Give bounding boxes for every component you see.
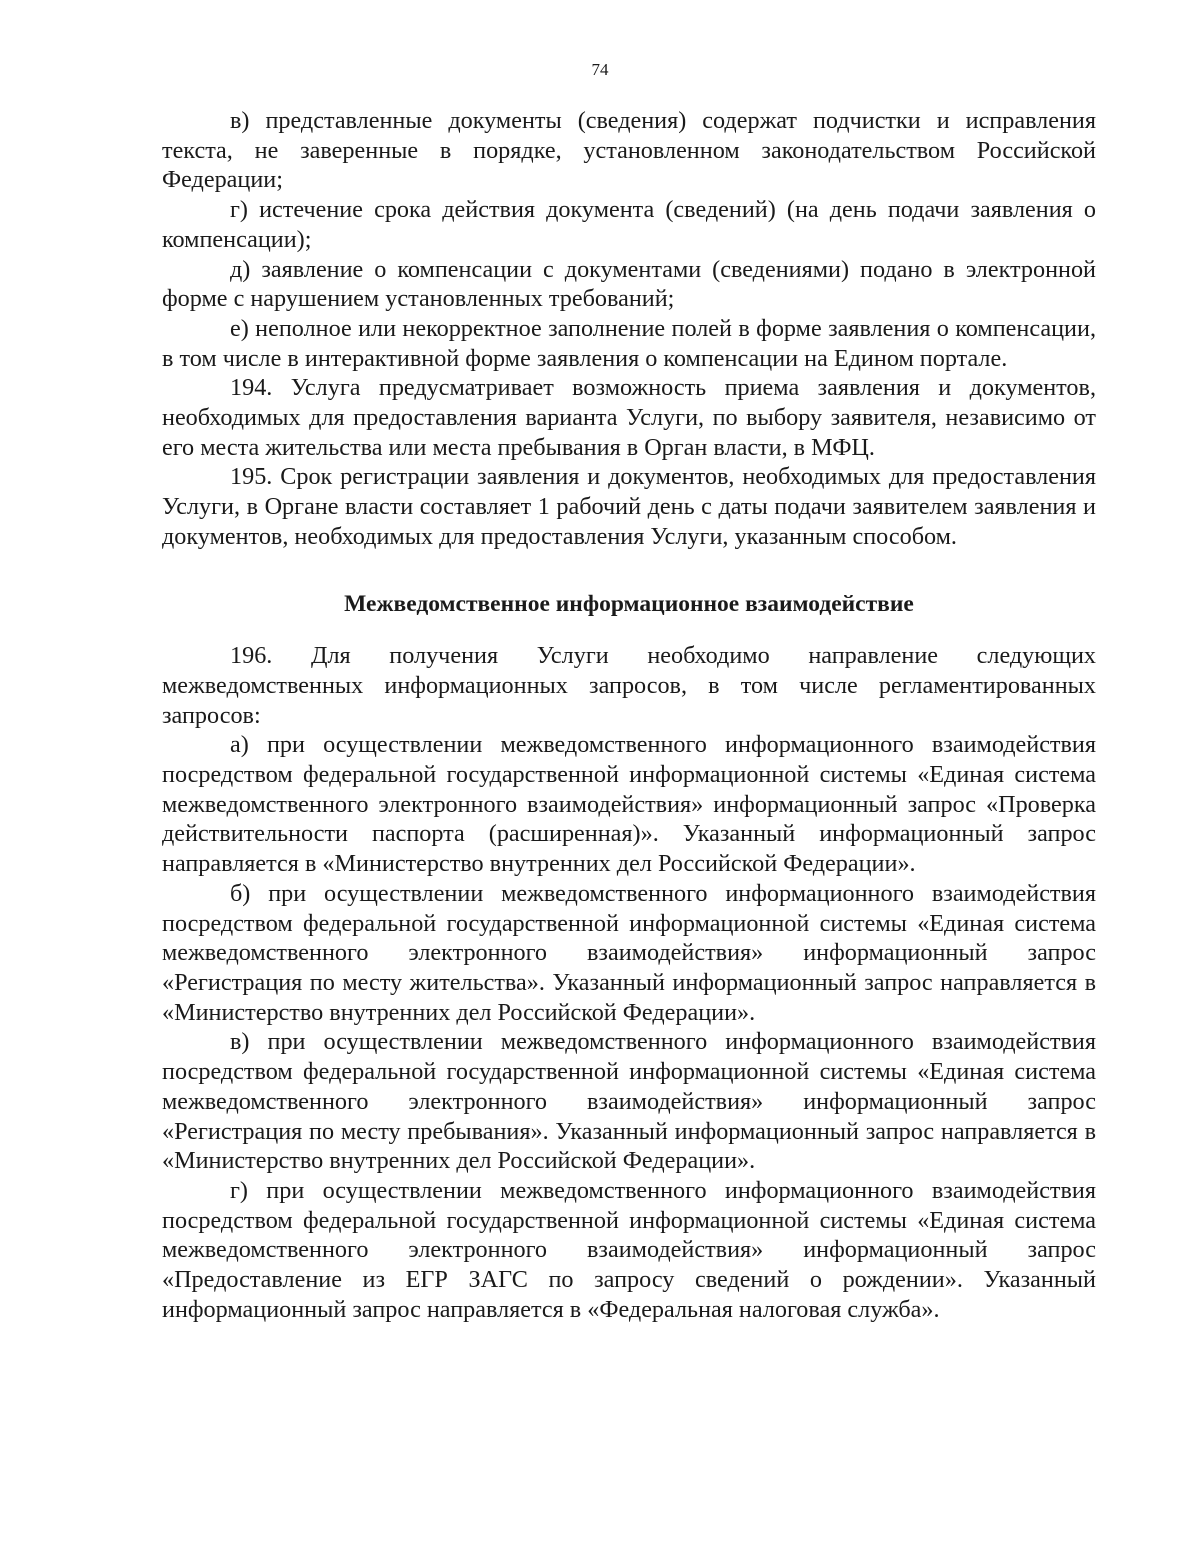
paragraph-item-e: е) неполное или некорректное заполнение полей в форме заявления о компенсации, в том числе в интерактивной форме заявления о компенсации на Едином портале. xyxy=(162,314,1096,372)
paragraph-196-b: б) при осуществлении межведомственного информационного взаимодействия посредством федеральной государственной информационной системы «Единая система межведомственного электронного взаимодействия» информационный запрос «Регистрация по месту жительства». Указанный информационный запрос направляется в «Министерство внутренних дел Российской Федерации». xyxy=(162,879,1096,1026)
paragraph-196-g: г) при осуществлении межведомственного информационного взаимодействия посредством федеральной государственной информационной системы «Единая система межведомственного электронного взаимодействия» информационный запрос «Предоставление из ЕГР ЗАГС по запросу сведений о рождении». Указанный информационный запрос направляется в «Федеральная налоговая служба». xyxy=(162,1176,1096,1323)
paragraph-196: 196. Для получения Услуги необходимо направление следующих межведомственных информационных запросов, в том числе регламентированных запросов: xyxy=(162,642,1096,729)
paragraph-196-v: в) при осуществлении межведомственного информационного взаимодействия посредством федеральной государственной информационной системы «Единая система межведомственного электронного взаимодействия» информационный запрос «Регистрация по месту пребывания». Указанный информационный запрос направляется в «Министерство внутренних дел Российской Федерации». xyxy=(162,1028,1096,1175)
paragraph-195: 195. Срок регистрации заявления и документов, необходимых для предоставления Услуги, в Органе власти составляет 1 рабочий день с даты подачи заявителем заявления и документов, необходимых для предоставления Услуги, указанным способом. xyxy=(162,463,1096,550)
document-body xyxy=(162,106,1096,1324)
page-number: 74 xyxy=(591,60,609,79)
paragraph-item-d: д) заявление о компенсации с документами (сведениями) подано в электронной форме с нарушением установленных требований; xyxy=(162,255,1096,313)
paragraph-194: 194. Услуга предусматривает возможность приема заявления и документов, необходимых для предоставления варианта Услуги, по выбору заявителя, независимо от его места жительства или места пребывания в Орган власти, в МФЦ. xyxy=(162,374,1096,461)
section-heading: Межведомственное информационное взаимодействие xyxy=(344,590,914,617)
paragraph-196-a: а) при осуществлении межведомственного информационного взаимодействия посредством федеральной государственной информационной системы «Единая система межведомственного электронного взаимодействия» информационный запрос «Проверка действительности паспорта (расширенная)». Указанный информационный запрос направляется в «Министерство внутренних дел Российской Федерации». xyxy=(162,731,1096,878)
paragraph-item-g: г) истечение срока действия документа (сведений) (на день подачи заявления о компенсации); xyxy=(162,196,1096,253)
paragraph-item-v: в) представленные документы (сведения) содержат подчистки и исправления текста, не заверенные в порядке, установленном законодательством Российской Федерации; xyxy=(162,107,1096,194)
